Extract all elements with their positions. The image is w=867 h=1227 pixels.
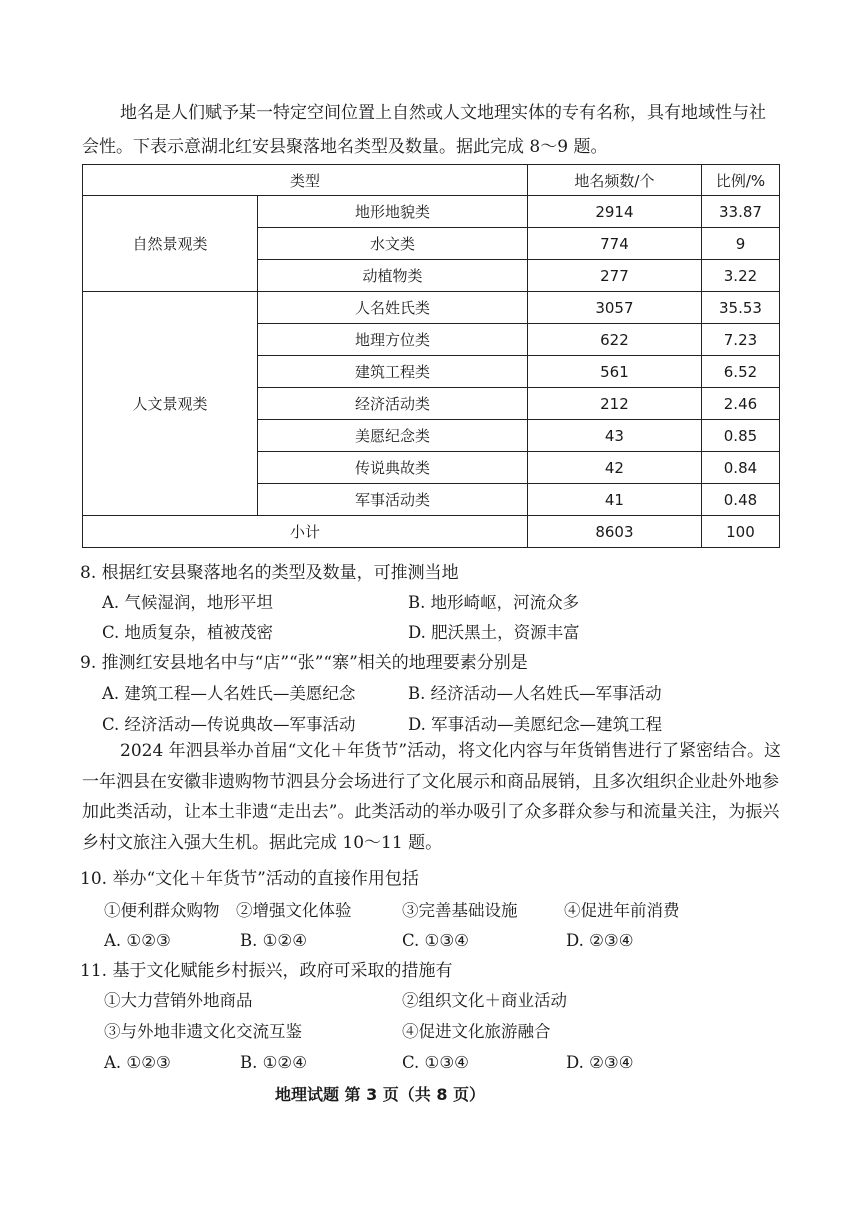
question-10-item-3: ③完善基础设施 bbox=[402, 901, 518, 920]
question-11-option-b: B. ①②④ bbox=[240, 1053, 307, 1072]
count-cell: 43 bbox=[527, 420, 701, 452]
total-label: 小计 bbox=[83, 516, 528, 548]
place-name-table bbox=[82, 164, 780, 548]
count-cell: 212 bbox=[527, 388, 701, 420]
question-10-option-b: B. ①②④ bbox=[240, 931, 307, 950]
type-cell: 军事活动类 bbox=[258, 484, 528, 516]
total-count: 8603 bbox=[527, 516, 701, 548]
ratio-cell: 0.85 bbox=[701, 420, 779, 452]
question-11-item-4: ④促进文化旅游融合 bbox=[402, 1022, 551, 1041]
count-cell: 622 bbox=[527, 324, 701, 356]
ratio-cell: 9 bbox=[701, 228, 779, 260]
type-cell: 人名姓氏类 bbox=[258, 292, 528, 324]
question-8-option-c: C. 地质复杂，植被茂密 bbox=[102, 623, 274, 642]
ratio-cell: 0.48 bbox=[701, 484, 779, 516]
question-8-option-b: B. 地形崎岖，河流众多 bbox=[408, 593, 580, 612]
header-count: 地名频数/个 bbox=[527, 165, 701, 196]
ratio-cell: 33.87 bbox=[701, 196, 779, 228]
type-cell: 地形地貌类 bbox=[258, 196, 528, 228]
question-11-item-3: ③与外地非遗文化交流互鉴 bbox=[104, 1022, 302, 1041]
type-cell: 地理方位类 bbox=[258, 324, 528, 356]
question-11-option-a: A. ①②③ bbox=[104, 1053, 171, 1072]
type-cell: 建筑工程类 bbox=[258, 356, 528, 388]
ratio-cell: 7.23 bbox=[701, 324, 779, 356]
question-10-stem: 10. 举办“文化＋年货节”活动的直接作用包括 bbox=[80, 869, 419, 889]
intro-paragraph-2: 2024 年泗县举办首届“文化＋年货节”活动，将文化内容与年货销售进行了紧密结合。这一年泗县在安徽非遗购物节泗县分会场进行了文化展示和商品展销，且多次组织企业赴外地参加此类活动，让本土非遗“走出去”。此类活动的举办吸引了众多群众参与和流量关注，为振兴乡村文旅注入强大生机。据此完成 10～11 题。 bbox=[82, 741, 782, 853]
page-footer: 地理试题 第 3 页（共 8 页） bbox=[274, 1085, 486, 1104]
header-ratio: 比例/% bbox=[701, 165, 779, 196]
type-cell: 经济活动类 bbox=[258, 388, 528, 420]
ratio-cell: 2.46 bbox=[701, 388, 779, 420]
count-cell: 561 bbox=[527, 356, 701, 388]
question-10-option-c: C. ①③④ bbox=[402, 931, 469, 950]
count-cell: 41 bbox=[527, 484, 701, 516]
question-8-option-a: A. 气候湿润，地形平坦 bbox=[102, 593, 273, 612]
question-9-option-d: D. 军事活动—美愿纪念—建筑工程 bbox=[408, 715, 663, 734]
question-9-stem: 9. 推测红安县地名中与“店”“张”“寨”相关的地理要素分别是 bbox=[80, 653, 528, 673]
group-cell: 自然景观类 bbox=[83, 196, 258, 292]
question-11-item-2: ②组织文化＋商业活动 bbox=[402, 991, 567, 1010]
count-cell: 2914 bbox=[527, 196, 701, 228]
total-ratio: 100 bbox=[701, 516, 779, 548]
type-cell: 传说典故类 bbox=[258, 452, 528, 484]
question-11-option-c: C. ①③④ bbox=[402, 1053, 469, 1072]
count-cell: 42 bbox=[527, 452, 701, 484]
table-row bbox=[83, 292, 780, 324]
type-cell: 水文类 bbox=[258, 228, 528, 260]
ratio-cell: 3.22 bbox=[701, 260, 779, 292]
table-header-row bbox=[83, 165, 780, 196]
ratio-cell: 35.53 bbox=[701, 292, 779, 324]
table-total-row bbox=[83, 516, 780, 548]
type-cell: 动植物类 bbox=[258, 260, 528, 292]
question-9-option-a: A. 建筑工程—人名姓氏—美愿纪念 bbox=[102, 684, 356, 703]
question-10-item-1: ①便利群众购物 bbox=[104, 901, 220, 920]
count-cell: 277 bbox=[527, 260, 701, 292]
table-row bbox=[83, 196, 780, 228]
question-11-item-1: ①大力营销外地商品 bbox=[104, 991, 253, 1010]
ratio-cell: 6.52 bbox=[701, 356, 779, 388]
question-10-item-4: ④促进年前消费 bbox=[564, 901, 680, 920]
question-8-option-d: D. 肥沃黑土，资源丰富 bbox=[408, 623, 580, 642]
question-11-option-d: D. ②③④ bbox=[566, 1053, 634, 1072]
header-type: 类型 bbox=[83, 165, 528, 196]
intro-paragraph-1: 地名是人们赋予某一特定空间位置上自然或人文地理实体的专有名称，具有地域性与社会性。下表示意湖北红安县聚落地名类型及数量。据此完成 8～9 题。 bbox=[82, 103, 766, 157]
question-8-stem: 8. 根据红安县聚落地名的类型及数量，可推测当地 bbox=[80, 563, 459, 583]
question-10-option-a: A. ①②③ bbox=[104, 931, 171, 950]
group-cell: 人文景观类 bbox=[83, 292, 258, 516]
count-cell: 3057 bbox=[527, 292, 701, 324]
question-9-option-b: B. 经济活动—人名姓氏—军事活动 bbox=[408, 684, 662, 703]
type-cell: 美愿纪念类 bbox=[258, 420, 528, 452]
question-11-stem: 11. 基于文化赋能乡村振兴，政府可采取的措施有 bbox=[80, 961, 453, 981]
count-cell: 774 bbox=[527, 228, 701, 260]
ratio-cell: 0.84 bbox=[701, 452, 779, 484]
question-10-option-d: D. ②③④ bbox=[566, 931, 634, 950]
question-9-option-c: C. 经济活动—传说典故—军事活动 bbox=[102, 715, 356, 734]
question-10-item-2: ②增强文化体验 bbox=[236, 901, 352, 920]
